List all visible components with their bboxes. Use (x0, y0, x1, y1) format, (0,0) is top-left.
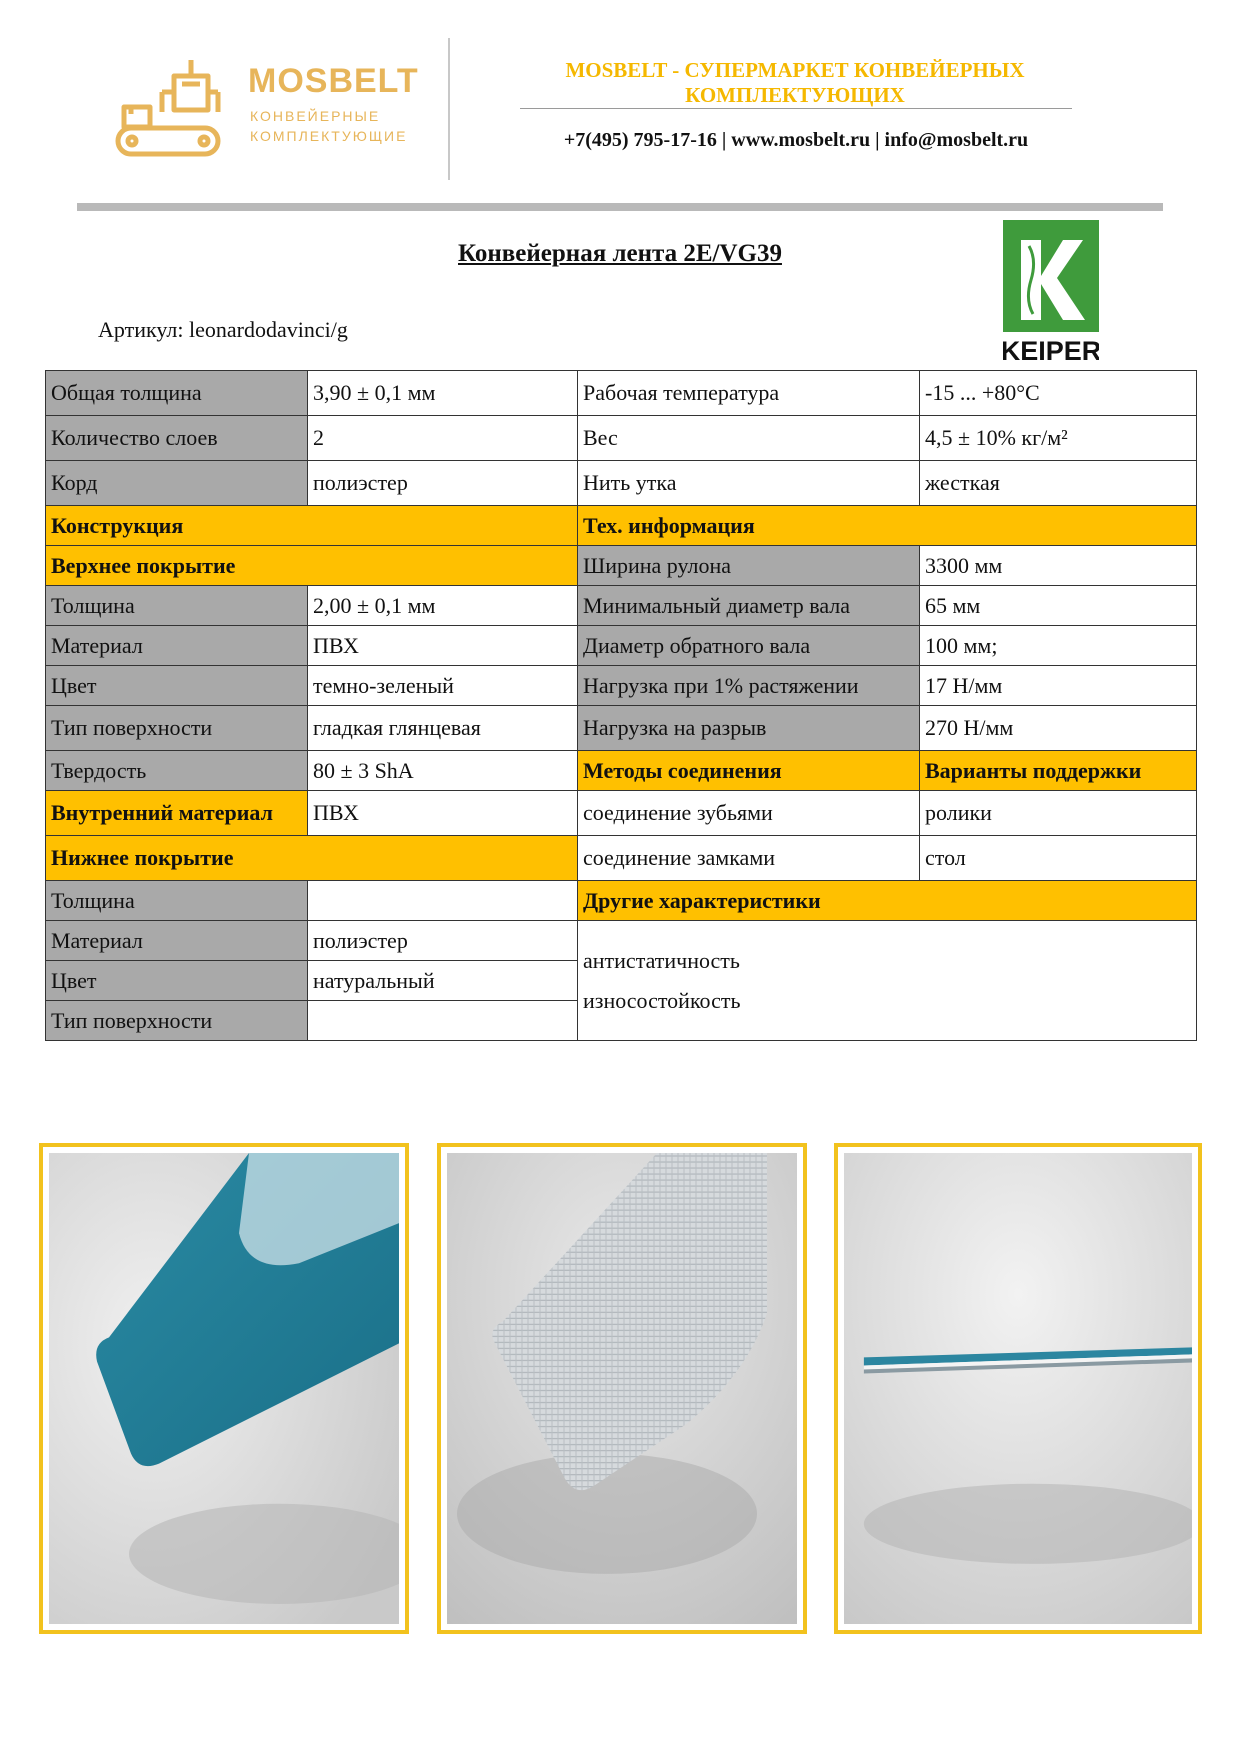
spec-value: жесткая (920, 461, 1197, 506)
header-title-underline (520, 108, 1072, 109)
spec-value: полиэстер (308, 461, 578, 506)
other-characteristics (578, 921, 1197, 1041)
spec-value: ПВХ (308, 626, 578, 666)
table-row (46, 836, 1197, 881)
spec-value: 65 мм (920, 586, 1197, 626)
spec-value: -15 ... +80°C (920, 371, 1197, 416)
header-divider (448, 38, 450, 180)
section-header-tech-info: Тех. информация (578, 506, 1197, 546)
spec-label: Диаметр обратного вала (578, 626, 920, 666)
spec-value: темно-зеленый (308, 666, 578, 706)
joining-method: соединение зубьями (578, 791, 920, 836)
table-row (46, 371, 1197, 416)
header-title-line-2: КОМПЛЕКТУЮЩИХ (685, 83, 905, 107)
belt-bottom-image (447, 1153, 797, 1624)
brand-subtitle-1: КОНВЕЙЕРНЫЕ (250, 108, 381, 124)
spec-value: гладкая глянцевая (308, 706, 578, 751)
spec-label: Рабочая температура (578, 371, 920, 416)
section-header-joining: Методы соединения (578, 751, 920, 791)
spec-label: Цвет (46, 666, 308, 706)
spec-value: 100 мм; (920, 626, 1197, 666)
keiper-k-icon (1003, 220, 1099, 364)
belt-photo-bottom-surface (437, 1143, 807, 1634)
spec-label: Материал (46, 921, 308, 961)
spec-value: 2 (308, 416, 578, 461)
other-characteristic-item: износостойкость (583, 987, 741, 1013)
spec-label: Толщина (46, 881, 308, 921)
spec-value (308, 1001, 578, 1041)
belt-photo-cross-section (834, 1143, 1202, 1634)
spec-value: полиэстер (308, 921, 578, 961)
spec-label: Твердость (46, 751, 308, 791)
spec-label: Общая толщина (46, 371, 308, 416)
spec-label: Нить утка (578, 461, 920, 506)
section-header-bottom-cover: Нижнее покрытие (46, 836, 578, 881)
keiper-logo (1003, 220, 1099, 364)
table-row (46, 706, 1197, 751)
document-title: Конвейерная лента 2E/VG39 (458, 240, 782, 267)
spec-label: Нагрузка при 1% растяжении (578, 666, 920, 706)
spec-value: 4,5 ± 10% кг/м² (920, 416, 1197, 461)
brand-name: MOSBELT (248, 62, 419, 100)
section-header-inner-material: Внутренний материал (46, 791, 308, 836)
belt-top-image (49, 1153, 399, 1624)
table-row (46, 666, 1197, 706)
joining-method: соединение замками (578, 836, 920, 881)
table-row (46, 881, 1197, 921)
spec-label: Тип поверхности (46, 706, 308, 751)
table-row (46, 546, 1197, 586)
spec-value: 3300 мм (920, 546, 1197, 586)
spec-label: Тип поверхности (46, 1001, 308, 1041)
spec-value: 17 Н/мм (920, 666, 1197, 706)
spec-label: Толщина (46, 586, 308, 626)
spec-value: 3,90 ± 0,1 мм (308, 371, 578, 416)
spec-table (45, 370, 1197, 1041)
spec-value: 2,00 ± 0,1 мм (308, 586, 578, 626)
conveyor-logo-icon (112, 52, 242, 164)
section-header-top-cover: Верхнее покрытие (46, 546, 578, 586)
table-row (46, 791, 1197, 836)
belt-profile-image (844, 1153, 1192, 1624)
belt-photo-top-surface (39, 1143, 409, 1634)
header-title-line-1: MOSBELT - СУПЕРМАРКЕТ КОНВЕЙЕРНЫХ (565, 58, 1025, 82)
spec-label: Минимальный диаметр вала (578, 586, 920, 626)
table-row (46, 626, 1197, 666)
table-row (46, 416, 1197, 461)
other-characteristic-item: антистатичность (583, 947, 740, 973)
article-number: Артикул: leonardodavinci/g (98, 317, 348, 342)
table-row (46, 586, 1197, 626)
support-option: стол (920, 836, 1197, 881)
table-section-row (46, 506, 1197, 546)
support-option: ролики (920, 791, 1197, 836)
section-header-other: Другие характеристики (578, 881, 1197, 921)
header-contacts: +7(495) 795-17-16 | www.mosbelt.ru | info@mosbelt.ru (563, 129, 1029, 151)
table-row (46, 751, 1197, 791)
spec-label: Материал (46, 626, 308, 666)
table-row (46, 921, 1197, 961)
spec-label: Вес (578, 416, 920, 461)
section-header-support: Варианты поддержки (920, 751, 1197, 791)
spec-value: ПВХ (308, 791, 578, 836)
header-title (520, 58, 1070, 108)
spec-label: Нагрузка на разрыв (578, 706, 920, 751)
spec-label: Цвет (46, 961, 308, 1001)
section-header-construction: Конструкция (46, 506, 578, 546)
spec-label: Ширина рулона (578, 546, 920, 586)
spec-value (308, 881, 578, 921)
spec-label: Количество слоев (46, 416, 308, 461)
table-row (46, 461, 1197, 506)
spec-value: 270 Н/мм (920, 706, 1197, 751)
spec-value: 80 ± 3 ShA (308, 751, 578, 791)
header-separator (77, 203, 1163, 211)
spec-value: натуральный (308, 961, 578, 1001)
spec-label: Корд (46, 461, 308, 506)
keiper-logo-text: KEIPER (1003, 336, 1099, 364)
brand-subtitle-2: КОМПЛЕКТУЮЩИЕ (250, 128, 408, 144)
